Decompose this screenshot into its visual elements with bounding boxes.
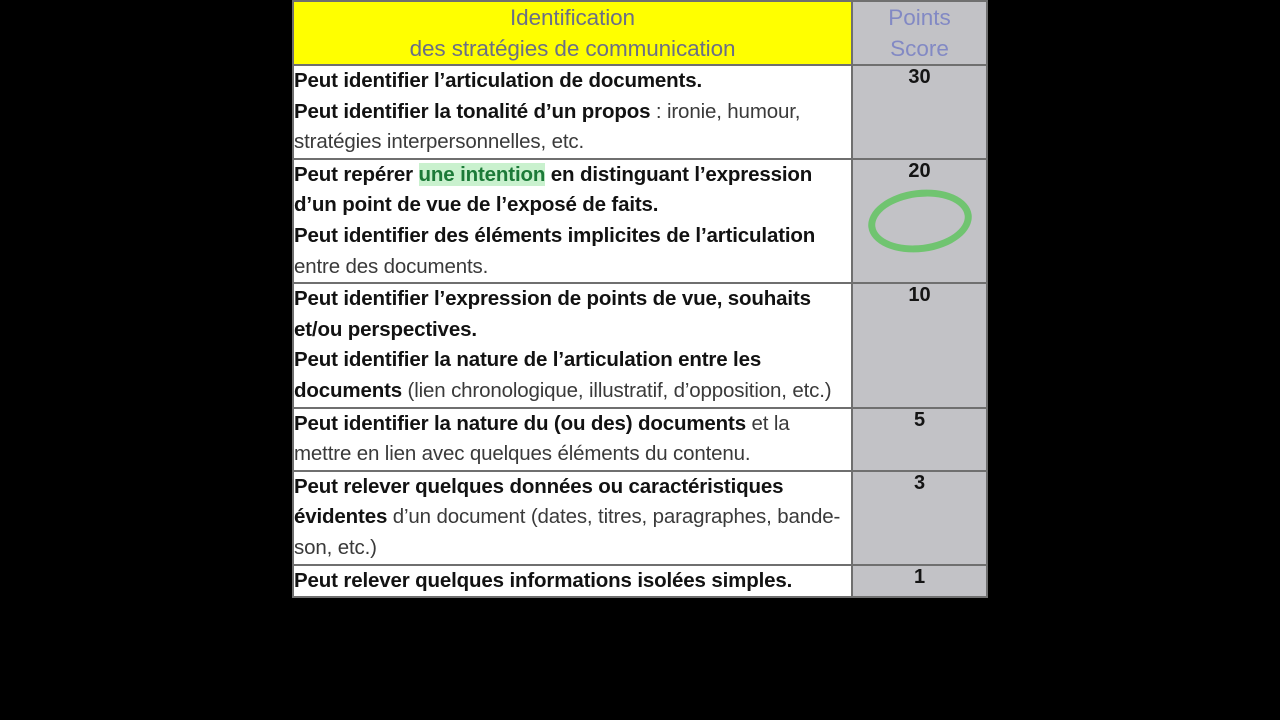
criteria-cell	[293, 283, 852, 407]
criteria-text-segment: Peut identifier des éléments implicites de l’articulation	[294, 223, 816, 247]
criteria-text-segment: Peut identifier la nature du (ou des) documents	[294, 411, 746, 435]
table-row	[293, 283, 987, 407]
criteria-text-segment: et la mettre en lien avec quelques éléments du contenu.	[294, 411, 790, 466]
criteria-cell	[293, 159, 852, 283]
criteria-text-segment: Peut relever quelques données ou caractéristiques évidentes	[294, 474, 784, 529]
criteria-text-segment: entre des documents.	[294, 254, 489, 278]
table-header	[293, 1, 987, 65]
criteria-text-segment: Peut identifier l’expression de points de vue, souhaits et/ou perspectives.	[294, 287, 811, 341]
table-row	[293, 65, 987, 159]
scoring-grid-table	[292, 0, 988, 598]
header-identification-line2: des stratégies de communication	[409, 36, 736, 61]
header-cell-points-score	[852, 1, 987, 65]
criteria-text-segment: Peut repérer	[294, 162, 419, 186]
score-cell	[852, 159, 987, 283]
score-value: 5	[913, 408, 926, 431]
score-cell	[852, 65, 987, 159]
score-cell	[852, 408, 987, 471]
header-identification-line1: Identification	[510, 5, 635, 30]
header-row	[293, 1, 987, 65]
table-row	[293, 565, 987, 598]
highlighted-phrase: une intention	[418, 162, 546, 186]
header-score-label: Score	[890, 36, 949, 61]
criteria-cell	[293, 408, 852, 471]
score-cell	[852, 565, 987, 598]
score-value: 10	[908, 284, 931, 307]
criteria-cell	[293, 65, 852, 159]
green-circle-annotation	[864, 184, 975, 258]
table-row	[293, 408, 987, 471]
criteria-text-segment: (lien chronologique, illustratif, d’opposition, etc.)	[402, 378, 832, 402]
criteria-cell	[293, 565, 852, 598]
score-value: 3	[913, 471, 926, 494]
criteria-text-segment: Peut identifier l’articulation de documents.	[294, 69, 703, 92]
criteria-text-segment: en distinguant l’expression d’un point de vue de l’exposé de faits.	[294, 162, 813, 217]
score-value: 1	[913, 565, 926, 588]
criteria-text-segment: Peut relever quelques informations isolées simples.	[294, 568, 793, 592]
table-body	[293, 65, 987, 597]
header-points-label: Points	[888, 5, 951, 30]
score-value: 20	[908, 159, 931, 182]
criteria-text-segment: : ironie, humour, stratégies interpersonnelles, etc.	[294, 99, 801, 154]
score-cell	[852, 283, 987, 407]
table-row	[293, 471, 987, 565]
criteria-cell	[293, 471, 852, 565]
score-value: 30	[908, 66, 931, 88]
criteria-text-segment: Peut identifier la tonalité d’un propos	[294, 99, 651, 123]
table-row	[293, 159, 987, 283]
criteria-text-segment: Peut identifier la nature de l’articulation entre les documents	[294, 348, 762, 402]
criteria-text-segment: d’un document (dates, titres, paragraphes, bande-son, etc.)	[294, 505, 841, 559]
score-cell	[852, 471, 987, 565]
header-cell-identification	[293, 1, 852, 65]
